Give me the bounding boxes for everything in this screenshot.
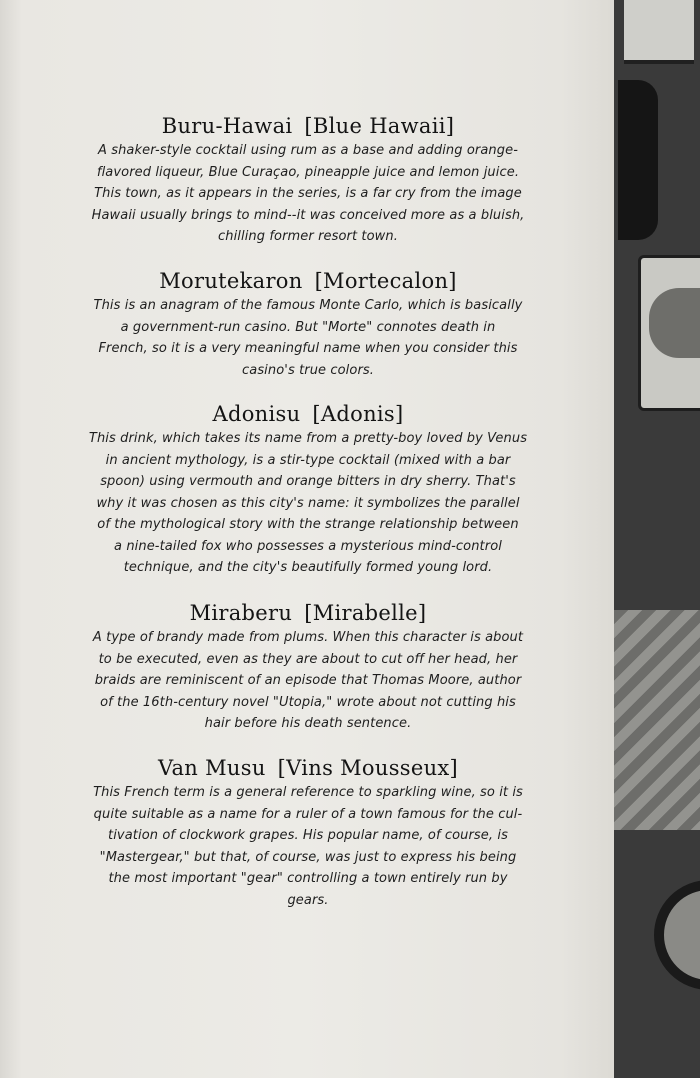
- description-line: A shaker-style cocktail using rum as a base and adding orange-: [97, 143, 519, 158]
- manga-art-edge: [614, 0, 700, 1078]
- description-line: the most important "gear" controlling a town entirely run by: [108, 871, 508, 886]
- description-line: a government-run casino. But "Morte" connotes death in: [120, 319, 496, 335]
- art-shadow: [618, 80, 658, 240]
- description-line: of the 16th-century novel "Utopia," wrote about not cutting his: [100, 694, 516, 710]
- description-line: in ancient mythology, is a stir-type cocktail (mixed with a bar: [105, 452, 511, 468]
- entry-translation: [Mirabelle]: [304, 601, 427, 625]
- glossary-entry-buru-hawai: [28, 112, 588, 248]
- entry-heading: [28, 754, 588, 782]
- entry-heading: [28, 400, 588, 428]
- entry-term: Miraberu: [189, 601, 293, 625]
- description-line: "Mastergear," but that, of course, was just to express his being: [99, 849, 517, 865]
- description-line: gears.: [287, 892, 329, 908]
- description-line: Hawaii usually brings to mind--it was conceived more as a bluish,: [91, 207, 525, 223]
- art-cloth: [614, 610, 700, 830]
- entry-heading: [28, 112, 588, 140]
- description-line: hair before his death sentence.: [204, 716, 412, 731]
- entry-term: Adonisu: [212, 402, 301, 426]
- entry-description: [28, 627, 588, 735]
- description-line: French, so it is a very meaningful name when you consider this: [98, 341, 518, 356]
- description-line: quite suitable as a name for a ruler of a town famous for the cul-: [93, 806, 523, 822]
- description-line: why it was chosen as this city's name: it symbolizes the parallel: [96, 495, 520, 511]
- entry-description: [28, 782, 588, 911]
- art-panel-top: [624, 0, 694, 64]
- description-line: tivation of clockwork grapes. His popular name, of course, is: [108, 828, 508, 843]
- entry-heading: [28, 267, 588, 295]
- description-line: chilling former resort town.: [218, 229, 398, 244]
- description-line: spoon) using vermouth and orange bitters in dry sherry. That's: [100, 474, 516, 489]
- entry-description: [28, 140, 588, 248]
- entry-translation: [Adonis]: [312, 402, 404, 426]
- description-line: This French term is a general reference to sparkling wine, so it is: [93, 785, 523, 800]
- description-line: flavored liqueur, Blue Curaçao, pineapple juice and lemon juice.: [96, 164, 520, 180]
- description-line: technique, and the city's beautifully formed young lord.: [123, 560, 493, 575]
- glossary-entry-adonisu: [28, 400, 588, 579]
- entry-translation: [Mortecalon]: [314, 269, 457, 293]
- description-line: This is an anagram of the famous Monte Carlo, which is basically: [93, 298, 523, 313]
- entry-translation: [Vins Mousseux]: [277, 756, 459, 780]
- entry-term: Buru-Hawai: [161, 114, 293, 138]
- entry-description: [28, 295, 588, 381]
- glossary-entry-miraberu: [28, 599, 588, 735]
- glossary-entry-van-musu: [28, 754, 588, 911]
- description-line: to be executed, even as they are about to cut off her head, her: [98, 651, 518, 667]
- entry-translation: [Blue Hawaii]: [304, 114, 455, 138]
- art-sign: [638, 255, 700, 411]
- description-line: a nine-tailed fox who possesses a mysterious mind-control: [114, 538, 502, 554]
- entry-description: [28, 428, 588, 579]
- entry-heading: [28, 599, 588, 627]
- description-line: This drink, which takes its name from a pretty-boy loved by Venus: [88, 431, 528, 446]
- description-line: of the mythological story with the strange relationship between: [97, 517, 519, 532]
- description-line: A type of brandy made from plums. When this character is about: [92, 630, 524, 645]
- description-line: braids are reminiscent of an episode that Thomas Moore, author: [94, 673, 522, 688]
- description-line: This town, as it appears in the series, is a far cry from the image: [94, 186, 522, 201]
- entry-term: Van Musu: [157, 756, 266, 780]
- entry-term: Morutekaron: [159, 269, 303, 293]
- glossary-entry-morutekaron: [28, 267, 588, 381]
- description-line: casino's true colors.: [242, 362, 374, 378]
- art-wheel: [654, 880, 700, 990]
